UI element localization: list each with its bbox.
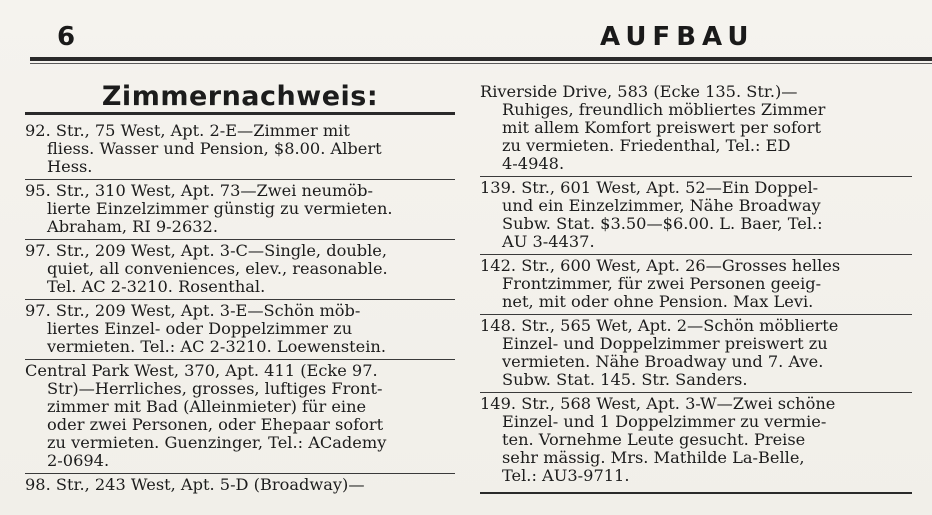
entry-line: Tel.: AU3-9711.	[502, 466, 630, 485]
masthead: AUFBAU	[600, 22, 755, 52]
entry-line: ten. Vornehme Leute gesucht. Preise	[502, 430, 806, 449]
entry-line: Riverside Drive, 583 (Ecke 135. Str.)—	[480, 82, 798, 101]
entry-line: Abraham, RI 9-2632.	[47, 217, 218, 236]
entry-line: Str)—Herrliches, grosses, luftiges Front-	[47, 379, 383, 398]
page-number: 6	[57, 22, 77, 52]
entry-line: net, mit oder ohne Pension. Max Levi.	[502, 292, 814, 311]
entry-line: zu vermieten. Guenzinger, Tel.: ACademy	[47, 433, 387, 452]
entry-line: 97. Str., 209 West, Apt. 3-E—Schön möb-	[25, 301, 361, 320]
entry-line: 95. Str., 310 West, Apt. 73—Zwei neumöb-	[25, 181, 373, 200]
classified-entry	[25, 182, 455, 240]
classified-entry	[480, 395, 912, 488]
classified-entry	[480, 83, 912, 177]
entry-line: Hess.	[47, 157, 93, 176]
entry-line: Subw. Stat. 145. Str. Sanders.	[502, 370, 748, 389]
header-rule-thin	[30, 63, 932, 64]
entry-line: Einzel- und Doppelzimmer preiswert zu	[502, 334, 828, 353]
entry-line: und ein Einzelzimmer, Nähe Broadway	[502, 196, 821, 215]
entry-line: 148. Str., 565 Wet, Apt. 2—Schön möblierte	[480, 316, 839, 335]
classified-entry	[25, 476, 455, 497]
left-column	[25, 80, 455, 499]
entry-line: zimmer mit Bad (Alleinmieter) für eine	[47, 397, 367, 416]
column-end-rule	[480, 492, 912, 494]
entry-line: AU 3-4437.	[502, 232, 595, 251]
entry-line: mit allem Komfort preiswert per sofort	[502, 118, 821, 137]
classified-entry	[480, 179, 912, 255]
entry-line: 2-0694.	[47, 451, 110, 470]
entry-line: vermieten. Tel.: AC 2-3210. Loewenstein.	[47, 337, 386, 356]
entry-line: Frontzimmer, für zwei Personen geeig-	[502, 274, 822, 293]
entry-line: 4-4948.	[502, 154, 565, 173]
classified-entry	[480, 257, 912, 315]
entry-line: 97. Str., 209 West, Apt. 3-C—Single, double,	[25, 241, 388, 260]
entry-line: 139. Str., 601 West, Apt. 52—Ein Doppel-	[480, 178, 819, 197]
entry-line: oder zwei Personen, oder Ehepaar sofort	[47, 415, 384, 434]
classified-entry	[480, 317, 912, 393]
right-column	[480, 83, 912, 494]
entry-line: liertes Einzel- oder Doppelzimmer zu	[47, 319, 353, 338]
entry-line: Tel. AC 2-3210. Rosenthal.	[47, 277, 266, 296]
classified-entry	[25, 122, 455, 180]
entry-line: Ruhiges, freundlich möbliertes Zimmer	[502, 100, 826, 119]
entry-line: quiet, all conveniences, elev., reasonable.	[47, 259, 388, 278]
left-entry-list	[25, 122, 455, 497]
classified-entry	[25, 362, 455, 474]
entry-line: 142. Str., 600 West, Apt. 26—Grosses helles	[480, 256, 841, 275]
entry-line: lierte Einzelzimmer günstig zu vermieten.	[47, 199, 393, 218]
classified-entry	[25, 242, 455, 300]
header-rule	[30, 57, 932, 61]
entry-line: 149. Str., 568 West, Apt. 3-W—Zwei schöne	[480, 394, 836, 413]
entry-line: 92. Str., 75 West, Apt. 2-E—Zimmer mit	[25, 121, 350, 140]
classified-entry	[25, 302, 455, 360]
entry-line: Subw. Stat. $3.50—$6.00. L. Baer, Tel.:	[502, 214, 823, 233]
entry-line: sehr mässig. Mrs. Mathilde La-Belle,	[502, 448, 805, 467]
entry-line: vermieten. Nähe Broadway und 7. Ave.	[502, 352, 824, 371]
entry-line: 98. Str., 243 West, Apt. 5-D (Broadway)—	[25, 475, 365, 494]
right-entry-list	[480, 83, 912, 488]
entry-line: Central Park West, 370, Apt. 411 (Ecke 97.	[25, 361, 378, 380]
entry-line: fliess. Wasser und Pension, $8.00. Albert	[47, 139, 382, 158]
section-title: Zimmernachweis:	[101, 81, 379, 112]
entry-line: Einzel- und 1 Doppelzimmer zu vermie-	[502, 412, 827, 431]
title-rule	[25, 112, 455, 115]
entry-line: zu vermieten. Friedenthal, Tel.: ED	[502, 136, 791, 155]
